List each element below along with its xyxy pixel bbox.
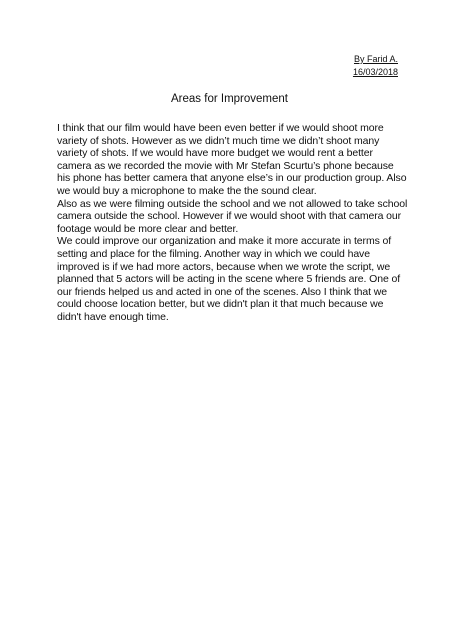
paragraph: We could improve our organization and make it more accurate in terms of setting and place for the filming. Another way in which we could have improved is if we had more actors, because when we wrote the script, we planned that 5 actors will be acting in the scene where 5 friends are. One of our friends helped us and acted in one of the scenes. Also I think that we could choose location better, but we didn't plan it that much because we didn't have enough time. bbox=[57, 235, 401, 323]
document-date: 16/03/2018 bbox=[352, 67, 398, 77]
document-title: Areas for Improvement bbox=[171, 93, 288, 105]
byline bbox=[353, 53, 398, 79]
author-name: By Farid A. bbox=[353, 54, 398, 64]
paragraph: Also as we were filming outside the school and we not allowed to take school camera outside the school. However if we would shoot with that camera our footage would be more clear and better. bbox=[57, 197, 408, 235]
paragraph: I think that our film would have been even better if we would shoot more variety of shots. However as we didn’t much time we didn’t shoot many variety of shots. If we would have more budget we would rent a better camera as we recorded the movie with Mr Stefan Scurtu’s phone because his phone has better camera that anyone else’s in our production group. Also we would buy a microphone to make the the sound clear. bbox=[57, 122, 407, 197]
document-body bbox=[57, 122, 409, 324]
